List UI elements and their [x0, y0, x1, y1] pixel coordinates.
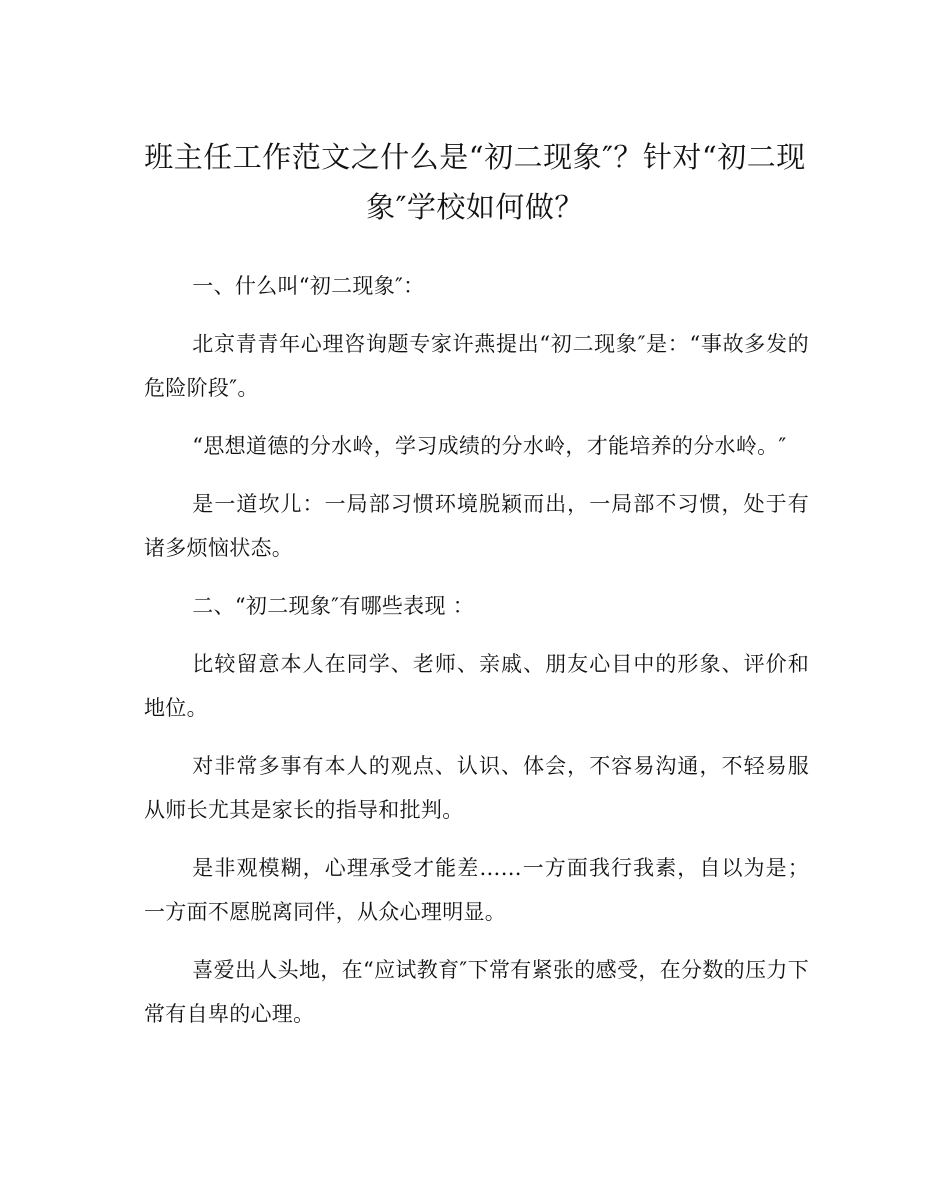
paragraph: 是一道坎儿：一局部习惯环境脱颖而出，一局部不习惯，处于有诸多烦恼状态。 [144, 492, 809, 560]
paragraph: 比较留意本人在同学、老师、亲戚、朋友心目中的形象、评价和地位。 [144, 652, 809, 720]
document-title: 班主任工作范文之什么是“初二现象″？针对“初二现象″学校如何做？ [144, 140, 806, 224]
paragraph: “思想道德的分水岭，学习成绩的分水岭，才能培养的分水岭。″ [192, 434, 787, 458]
paragraph: 是非观模糊，心理承受才能差……一方面我行我素，自以为是；一方面不愿脱离同伴，从众心理明显。 [144, 856, 809, 924]
section-heading-2: 二、“初二现象″有哪些表现 ： [192, 594, 475, 618]
paragraph: 对非常多事有本人的观点、认识、体会，不容易沟通，不轻易服从师长尤其是家长的指导和批判。 [144, 754, 809, 822]
section-heading-1: 一、什么叫“初二现象″： [192, 274, 425, 298]
document-body [144, 264, 809, 1050]
paragraph: 北京青青年心理咨询题专家许燕提出“初二现象″是：“事故多发的危险阶段″。 [144, 332, 809, 400]
paragraph: 喜爱出人头地，在“应试教育″下常有紧张的感受，在分数的压力下常有自卑的心理。 [144, 958, 809, 1026]
